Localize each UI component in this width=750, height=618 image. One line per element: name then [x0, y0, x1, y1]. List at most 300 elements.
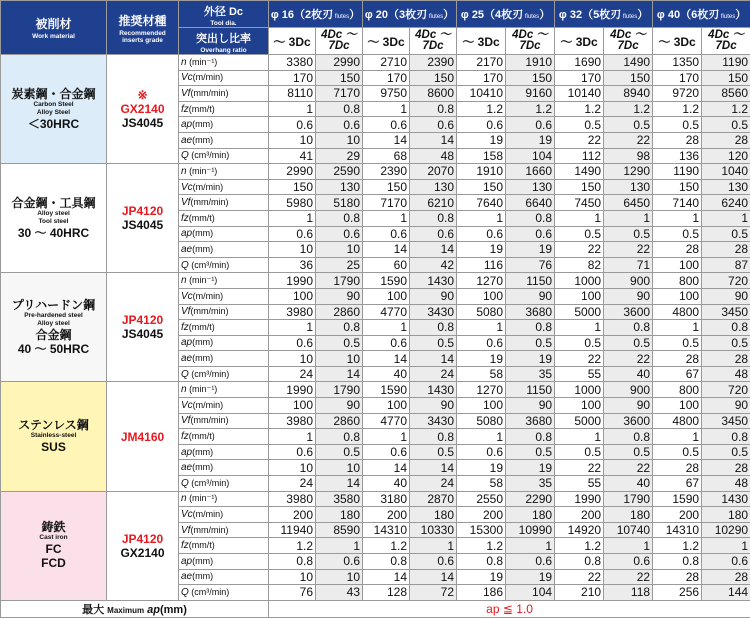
value-cell: 55	[555, 366, 604, 382]
value-cell: 1	[506, 538, 555, 554]
value-cell: 10	[269, 132, 316, 148]
value-cell: 19	[457, 460, 506, 476]
material-jp: プリハードン鋼	[1, 298, 106, 312]
value-cell: 1910	[457, 164, 506, 180]
diameter-label: φ 16（2枚刃	[271, 9, 333, 21]
value-cell: 2550	[457, 491, 506, 507]
value-cell: 2590	[316, 164, 363, 180]
param-unit: (mm)	[192, 228, 213, 238]
value-cell: 0.6	[363, 117, 410, 133]
param-symbol: fz	[181, 431, 189, 442]
value-cell: 0.5	[604, 444, 653, 460]
diameter-close: ）	[349, 9, 360, 21]
value-cell: 170	[653, 70, 702, 86]
value-cell: 118	[604, 585, 653, 601]
value-cell: 9750	[363, 86, 410, 102]
value-cell: 136	[653, 148, 702, 164]
value-cell: 1290	[604, 164, 653, 180]
value-cell: 0.5	[604, 226, 653, 242]
value-cell: 1	[702, 538, 750, 554]
inserts-grade-header	[107, 1, 179, 55]
value-cell: 4800	[653, 304, 702, 320]
value-cell: 0.8	[363, 554, 410, 570]
ratio-3dc-header: ～ 3Dc	[457, 28, 506, 55]
value-cell: 22	[555, 242, 604, 258]
value-cell: 1	[555, 429, 604, 445]
value-cell: 720	[702, 382, 750, 398]
value-cell: 2070	[410, 164, 457, 180]
value-cell: 48	[702, 366, 750, 382]
value-cell: 4800	[653, 413, 702, 429]
value-cell: 76	[269, 585, 316, 601]
param-symbol: ap	[181, 228, 192, 239]
value-cell: 28	[653, 351, 702, 367]
value-cell: 900	[604, 382, 653, 398]
value-cell: 14	[410, 460, 457, 476]
param-symbol: Vc	[181, 400, 193, 411]
value-cell: 1270	[457, 273, 506, 289]
value-cell: 1040	[702, 164, 750, 180]
param-unit: (m/min)	[193, 509, 224, 519]
value-cell: 1.2	[269, 538, 316, 554]
ratio-3dc-header: ～ 3Dc	[555, 28, 604, 55]
value-cell: 1150	[506, 382, 555, 398]
value-cell: 0.5	[555, 444, 604, 460]
work-material-cell	[1, 491, 107, 600]
value-cell: 14310	[363, 522, 410, 538]
insert-grade-secondary: JS4045	[107, 218, 178, 232]
value-cell: 100	[653, 257, 702, 273]
value-cell: 180	[506, 507, 555, 523]
value-cell: 42	[410, 257, 457, 273]
value-cell: 3450	[702, 413, 750, 429]
param-symbol: fz	[181, 213, 189, 224]
value-cell: 14920	[555, 522, 604, 538]
value-cell: 14	[316, 366, 363, 382]
insert-grade-primary: GX2140	[107, 102, 178, 116]
value-cell: 210	[555, 585, 604, 601]
value-cell: 1790	[316, 382, 363, 398]
diameter-close: ）	[735, 9, 746, 21]
value-cell: 29	[316, 148, 363, 164]
material-en2: Alloy steel	[1, 320, 106, 328]
tool-dia-header	[179, 1, 269, 28]
value-cell: 1430	[410, 382, 457, 398]
param-unit: (cm³/min)	[189, 260, 230, 270]
param-symbol: n	[181, 57, 187, 68]
diameter-header-25	[457, 1, 555, 28]
param-unit: (min⁻¹)	[187, 493, 218, 503]
value-cell: 1.2	[653, 538, 702, 554]
param-unit: (mm/min)	[190, 88, 228, 98]
value-cell: 1.2	[457, 101, 506, 117]
param-unit: (mm/min)	[190, 197, 228, 207]
value-cell: 90	[506, 398, 555, 414]
value-cell: 150	[702, 70, 750, 86]
param-label	[179, 257, 269, 273]
value-cell: 0.6	[506, 554, 555, 570]
value-cell: 5980	[269, 195, 316, 211]
param-symbol: Vf	[181, 88, 190, 99]
value-cell: 0.6	[363, 226, 410, 242]
value-cell: 90	[702, 288, 750, 304]
value-cell: 0.8	[410, 101, 457, 117]
value-cell: 0.5	[555, 335, 604, 351]
value-cell: 1.2	[604, 101, 653, 117]
param-label	[179, 70, 269, 86]
material-jp: ステンレス鋼	[1, 418, 106, 432]
value-cell: 150	[506, 70, 555, 86]
value-cell: 4770	[363, 304, 410, 320]
value-cell: 5000	[555, 304, 604, 320]
value-cell: 0.8	[410, 320, 457, 336]
param-symbol: n	[181, 493, 187, 504]
work-material-cell	[1, 55, 107, 164]
value-cell: 0.5	[653, 335, 702, 351]
value-cell: 40	[604, 476, 653, 492]
param-label	[179, 507, 269, 523]
value-cell: 2860	[316, 413, 363, 429]
param-symbol: ae	[181, 462, 192, 473]
value-cell: 19	[457, 569, 506, 585]
value-cell: 15300	[457, 522, 506, 538]
value-cell: 22	[555, 460, 604, 476]
value-cell: 150	[457, 179, 506, 195]
value-cell: 1	[653, 210, 702, 226]
value-cell: 1	[457, 210, 506, 226]
param-symbol: ap	[181, 337, 192, 348]
value-cell: 0.5	[653, 226, 702, 242]
value-cell: 58	[457, 476, 506, 492]
value-cell: 100	[269, 398, 316, 414]
value-cell: 0.8	[506, 429, 555, 445]
insert-grade-secondary: JS4045	[107, 116, 178, 130]
value-cell: 9160	[506, 86, 555, 102]
value-cell: 200	[653, 507, 702, 523]
value-cell: 14	[410, 351, 457, 367]
value-cell: 170	[363, 70, 410, 86]
param-unit: (m/min)	[193, 291, 224, 301]
value-cell: 0.6	[457, 335, 506, 351]
value-cell: 180	[702, 507, 750, 523]
value-cell: 1	[653, 429, 702, 445]
table-row	[1, 273, 750, 289]
value-cell: 0.6	[316, 226, 363, 242]
value-cell: 1660	[506, 164, 555, 180]
ratio-4-7dc-header	[702, 28, 750, 55]
material-en: Alloy steel	[1, 210, 106, 218]
material-hardness: FCD	[1, 556, 106, 571]
value-cell: 1430	[702, 491, 750, 507]
value-cell: 2710	[363, 55, 410, 71]
param-symbol: ae	[181, 135, 192, 146]
value-cell: 90	[410, 288, 457, 304]
value-cell: 0.8	[457, 554, 506, 570]
insert-grade-primary: JP4120	[107, 532, 178, 546]
diameter-header-40	[653, 1, 750, 28]
value-cell: 130	[702, 179, 750, 195]
value-cell: 19	[457, 351, 506, 367]
insert-grade-primary: JP4120	[107, 313, 178, 327]
param-unit: (mm)	[192, 571, 213, 581]
value-cell: 3580	[316, 491, 363, 507]
value-cell: 6210	[410, 195, 457, 211]
value-cell: 35	[506, 366, 555, 382]
value-cell: 22	[555, 132, 604, 148]
value-cell: 100	[555, 398, 604, 414]
ratio-4-7dc-header	[410, 28, 457, 55]
value-cell: 14	[363, 351, 410, 367]
param-label	[179, 476, 269, 492]
value-cell: 100	[555, 288, 604, 304]
value-cell: 48	[702, 476, 750, 492]
value-cell: 6240	[702, 195, 750, 211]
material-en2: Tool steel	[1, 218, 106, 226]
param-symbol: Vc	[181, 182, 193, 193]
param-unit: (mm/t)	[189, 540, 215, 550]
value-cell: 3600	[604, 413, 653, 429]
value-cell: 0.6	[316, 117, 363, 133]
material-hardness: 30 ～ 40HRC	[1, 226, 106, 241]
value-cell: 256	[653, 585, 702, 601]
value-cell: 3180	[363, 491, 410, 507]
note-mark: ※	[107, 88, 178, 102]
ratio-7dc-text: 7Dc	[604, 41, 652, 52]
value-cell: 0.6	[506, 117, 555, 133]
work-material-header-jp: 被削材	[35, 17, 71, 31]
value-cell: 28	[702, 351, 750, 367]
tool-dia-en: Tool dia.	[179, 20, 268, 27]
value-cell: 7640	[457, 195, 506, 211]
param-symbol: Q	[181, 150, 189, 161]
param-unit: (mm)	[192, 556, 213, 566]
value-cell: 1	[269, 210, 316, 226]
value-cell: 19	[457, 242, 506, 258]
value-cell: 67	[653, 366, 702, 382]
value-cell: 22	[604, 242, 653, 258]
value-cell: 100	[457, 398, 506, 414]
value-cell: 0.5	[653, 117, 702, 133]
param-unit: (m/min)	[193, 400, 224, 410]
value-cell: 60	[363, 257, 410, 273]
value-cell: 150	[604, 70, 653, 86]
param-unit: (min⁻¹)	[187, 384, 218, 394]
value-cell: 14	[363, 242, 410, 258]
ratio-3dc-header: ～ 3Dc	[269, 28, 316, 55]
param-label	[179, 210, 269, 226]
value-cell: 200	[363, 507, 410, 523]
value-cell: 10	[269, 351, 316, 367]
value-cell: 14310	[653, 522, 702, 538]
table-row	[1, 164, 750, 180]
value-cell: 1	[269, 320, 316, 336]
value-cell: 7450	[555, 195, 604, 211]
param-label	[179, 351, 269, 367]
value-cell: 10140	[555, 86, 604, 102]
value-cell: 130	[410, 179, 457, 195]
value-cell: 1	[702, 210, 750, 226]
value-cell: 1490	[604, 55, 653, 71]
inserts-grade-cell	[107, 55, 179, 164]
ratio-7dc-text: 7Dc	[410, 41, 456, 52]
ratio-7dc-text: 7Dc	[702, 41, 750, 52]
value-cell: 170	[269, 70, 316, 86]
value-cell: 2990	[269, 164, 316, 180]
param-label	[179, 444, 269, 460]
value-cell: 100	[269, 288, 316, 304]
value-cell: 1	[604, 210, 653, 226]
param-unit: (mm/min)	[190, 525, 228, 535]
material-hardness: ＜30HRC	[1, 117, 106, 132]
param-label	[179, 538, 269, 554]
value-cell: 180	[410, 507, 457, 523]
param-symbol: Vf	[181, 197, 190, 208]
value-cell: 0.6	[269, 335, 316, 351]
work-material-header	[1, 1, 107, 55]
value-cell: 144	[702, 585, 750, 601]
value-cell: 1	[269, 101, 316, 117]
value-cell: 0.6	[363, 444, 410, 460]
value-cell: 10	[269, 569, 316, 585]
value-cell: 0.5	[604, 117, 653, 133]
value-cell: 43	[316, 585, 363, 601]
value-cell: 1690	[555, 55, 604, 71]
ratio-4dc-text: 4Dc ～	[316, 30, 362, 41]
param-symbol: Q	[181, 587, 189, 598]
value-cell: 0.5	[316, 444, 363, 460]
value-cell: 104	[506, 148, 555, 164]
value-cell: 90	[316, 288, 363, 304]
value-cell: 72	[410, 585, 457, 601]
param-label	[179, 132, 269, 148]
param-symbol: Vc	[181, 291, 193, 302]
value-cell: 0.8	[702, 320, 750, 336]
material-hardness: SUS	[1, 440, 106, 455]
value-cell: 40	[363, 366, 410, 382]
value-cell: 10	[316, 242, 363, 258]
value-cell: 68	[363, 148, 410, 164]
value-cell: 76	[506, 257, 555, 273]
inserts-grade-cell	[107, 491, 179, 600]
value-cell: 0.8	[410, 429, 457, 445]
material-jp: 鋳鉄	[1, 520, 106, 534]
table-row	[1, 382, 750, 398]
value-cell: 3680	[506, 304, 555, 320]
value-cell: 4770	[363, 413, 410, 429]
param-unit: (mm)	[192, 244, 213, 254]
param-unit: (min⁻¹)	[187, 57, 218, 67]
value-cell: 0.8	[702, 429, 750, 445]
param-label	[179, 398, 269, 414]
material-jp2: 合金鋼	[1, 328, 106, 342]
value-cell: 1.2	[457, 538, 506, 554]
value-cell: 22	[604, 569, 653, 585]
value-cell: 28	[653, 132, 702, 148]
inserts-header-en1: Recommended	[107, 30, 178, 37]
value-cell: 0.8	[506, 210, 555, 226]
value-cell: 200	[269, 507, 316, 523]
param-unit: (m/min)	[193, 182, 224, 192]
value-cell: 1590	[363, 273, 410, 289]
max-ap-unit: (mm)	[160, 604, 187, 616]
value-cell: 150	[363, 179, 410, 195]
material-en2: Alloy Steel	[1, 109, 106, 117]
value-cell: 800	[653, 382, 702, 398]
value-cell: 14	[316, 476, 363, 492]
ratio-4dc-text: 4Dc ～	[506, 30, 554, 41]
value-cell: 3600	[604, 304, 653, 320]
param-label	[179, 117, 269, 133]
value-cell: 180	[604, 507, 653, 523]
value-cell: 1990	[269, 273, 316, 289]
value-cell: 87	[702, 257, 750, 273]
material-jp: 炭素鋼・合金鋼	[1, 87, 106, 101]
flutes-label: flutes	[719, 14, 735, 20]
value-cell: 1000	[555, 382, 604, 398]
value-cell: 0.5	[702, 444, 750, 460]
value-cell: 0.6	[604, 554, 653, 570]
flutes-label: flutes	[333, 14, 349, 20]
value-cell: 150	[555, 179, 604, 195]
value-cell: 28	[702, 460, 750, 476]
value-cell: 22	[604, 351, 653, 367]
param-label	[179, 491, 269, 507]
value-cell: 67	[653, 476, 702, 492]
value-cell: 1	[555, 320, 604, 336]
value-cell: 2860	[316, 304, 363, 320]
value-cell: 100	[363, 288, 410, 304]
value-cell: 0.6	[457, 226, 506, 242]
value-cell: 0.8	[604, 429, 653, 445]
value-cell: 3430	[410, 304, 457, 320]
param-symbol: n	[181, 166, 187, 177]
value-cell: 1	[604, 538, 653, 554]
value-cell: 0.5	[555, 117, 604, 133]
param-label	[179, 335, 269, 351]
value-cell: 1590	[653, 491, 702, 507]
value-cell: 0.6	[316, 554, 363, 570]
value-cell: 28	[653, 242, 702, 258]
param-symbol: ap	[181, 556, 192, 567]
value-cell: 2390	[363, 164, 410, 180]
value-cell: 3380	[269, 55, 316, 71]
value-cell: 1000	[555, 273, 604, 289]
value-cell: 100	[457, 288, 506, 304]
value-cell: 5080	[457, 304, 506, 320]
value-cell: 1	[363, 429, 410, 445]
value-cell: 0.6	[269, 444, 316, 460]
value-cell: 1150	[506, 273, 555, 289]
value-cell: 1	[555, 210, 604, 226]
max-ap-value: ap ≦ 1.0	[269, 600, 750, 617]
value-cell: 1	[410, 538, 457, 554]
value-cell: 19	[506, 569, 555, 585]
value-cell: 1.2	[555, 538, 604, 554]
value-cell: 170	[457, 70, 506, 86]
param-unit: (mm/t)	[189, 213, 215, 223]
value-cell: 1350	[653, 55, 702, 71]
value-cell: 14	[363, 460, 410, 476]
value-cell: 2990	[316, 55, 363, 71]
param-unit: (min⁻¹)	[187, 166, 218, 176]
diameter-label: φ 25（4枚刃	[461, 9, 523, 21]
value-cell: 0.5	[410, 335, 457, 351]
value-cell: 24	[410, 476, 457, 492]
value-cell: 2390	[410, 55, 457, 71]
value-cell: 7170	[363, 195, 410, 211]
value-cell: 40	[604, 366, 653, 382]
value-cell: 1190	[702, 55, 750, 71]
